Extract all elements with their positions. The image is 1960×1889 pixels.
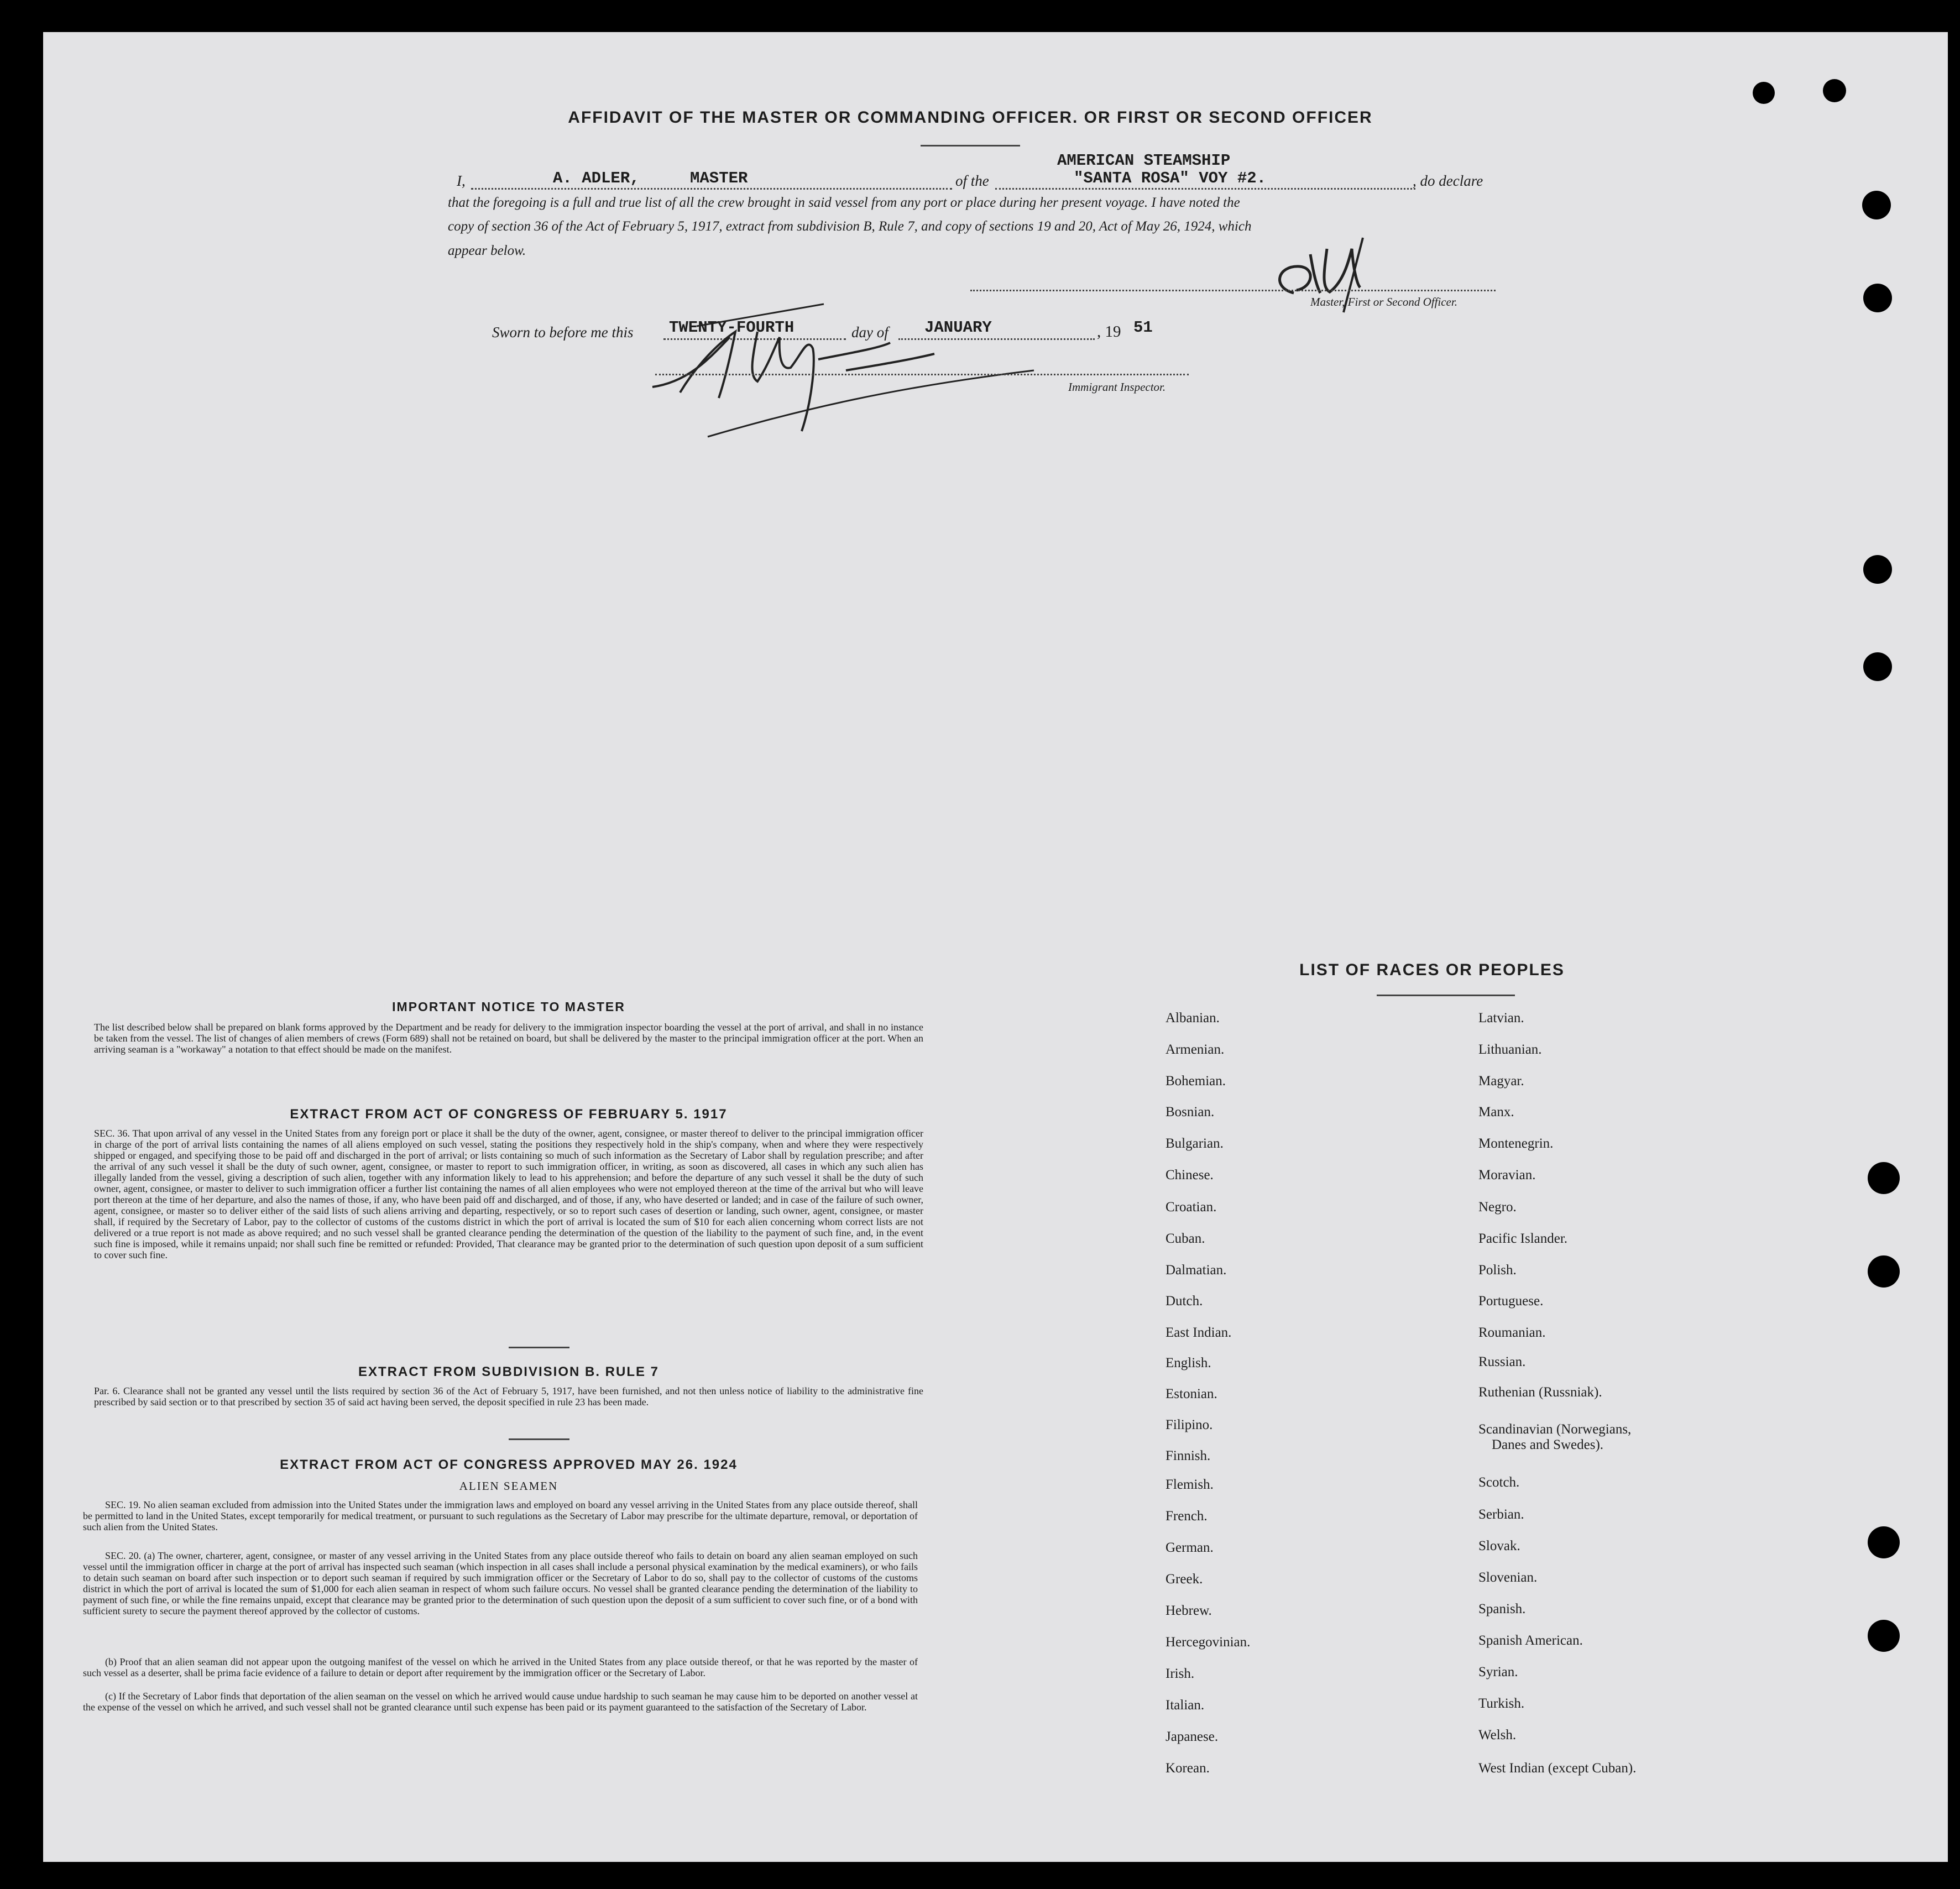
race-item: Filipino. [1165,1417,1213,1432]
extract-rule7-body: Par. 6. Clearance shall not be granted any vessel until the lists required by section 36 of the Act of February 5, 1917, have been furnished, and not then unless notice of liability to the administrative fine prescribed by said section or to that prescribed by section 35 of said act having been served, the deposit specified in rule 23 has been made. [94,1385,923,1407]
punch-hole [1863,555,1892,584]
race-item: Serbian. [1478,1507,1524,1522]
race-item: Bulgarian. [1165,1136,1224,1151]
notice-body: The list described below shall be prepared on blank forms approved by the Department and be ready for delivery to the immigration inspector boarding the vessel at the port of arrival, and shall in no instance be taken from the vessel. The list of changes of alien members of crews (Form 689) shall not be retained on board, but shall be delivered by the master to the principal immigration officer at the port. When an arriving seaman is a "workaway" a notation to that effect should be made on the manifest. [94,1022,923,1055]
race-item: Montenegrin. [1478,1136,1554,1151]
declaration-line-1: that the foregoing is a full and true list of all the crew brought in said vessel from any port or place during her present voyage. I have noted the [448,195,1240,210]
race-item: Scandinavian (Norwegians, [1478,1422,1632,1437]
sworn-day: TWENTY-FOURTH [669,318,795,337]
extract-1924-sec20c: (c) If the Secretary of Labor finds that deportation of the alien seaman on the vessel on which he arrived would cause undue hardship to such seaman he may cause him to be deported on another vessel at the expense of the vessel on which he arrived, and such vessel shall not be granted clearance until such expense has been paid or its payment guaranteed to the satisfaction of the Secretary of Labor. [83,1691,918,1713]
race-item: Japanese. [1165,1729,1219,1744]
extract-1924-sec19: SEC. 19. No alien seaman excluded from admission into the United States under the immigration laws and employed on board any vessel arriving in the United States from any place outside thereof, shall be permitted to land in the United States, except temporarily for medical treatment, or pursuant to such regulations as the Secretary of Labor may prescribe for the ultimate departure, removal, or deportation of such alien from the United States. [83,1499,918,1532]
punch-hole [1868,1162,1900,1194]
notice-title: IMPORTANT NOTICE TO MASTER [392,1000,625,1014]
race-item: Russian. [1478,1354,1526,1369]
section-rule [509,1347,569,1348]
race-item: Finnish. [1165,1448,1211,1463]
extract-1917-title: EXTRACT FROM ACT OF CONGRESS OF FEBRUARY 5. 1917 [290,1107,728,1122]
race-item: Cuban. [1165,1231,1205,1246]
race-item: Slovenian. [1478,1570,1538,1585]
race-item: Pacific Islander. [1478,1231,1568,1246]
i-label: I, [457,172,466,189]
sworn-year: 51 [1133,318,1153,337]
race-item: Chinese. [1165,1168,1214,1182]
race-item: Flemish. [1165,1477,1214,1492]
year-prefix: , 19 [1097,323,1121,341]
race-item: Armenian. [1165,1042,1225,1057]
race-item: Bosnian. [1165,1105,1215,1119]
punch-hole [1868,1526,1900,1558]
affidavit-title: AFFIDAVIT OF THE MASTER OR COMMANDING OFFICER. OR FIRST OR SECOND OFFICER [568,108,1373,127]
section-rule [509,1438,569,1440]
race-item: English. [1165,1356,1211,1370]
race-item: French. [1165,1509,1208,1524]
race-item: Latvian. [1478,1011,1524,1025]
race-item: Bohemian. [1165,1074,1226,1089]
master-name: A. ADLER, [553,169,640,187]
races-title-rule [1377,995,1515,996]
race-item: Ruthenian (Russniak). [1478,1385,1602,1400]
vessel-line-1: AMERICAN STEAMSHIP [1057,151,1231,170]
race-item: West Indian (except Cuban). [1478,1761,1637,1776]
extract-rule7-title: EXTRACT FROM SUBDIVISION B. RULE 7 [358,1364,660,1379]
punch-hole [1868,1620,1900,1652]
race-item: Estonian. [1165,1386,1217,1401]
punch-hole [1863,284,1892,312]
race-item: Slovak. [1478,1539,1520,1553]
race-item: East Indian. [1165,1325,1232,1340]
name-line [471,188,952,190]
race-item: Spanish. [1478,1602,1526,1616]
do-declare-label: , do declare [1413,172,1483,189]
race-item: Portuguese. [1478,1294,1544,1309]
race-item: Roumanian. [1478,1325,1546,1340]
race-item: Lithuanian. [1478,1042,1542,1057]
vessel-line [995,188,1415,190]
extract-1924-sec20a: SEC. 20. (a) The owner, charterer, agent, consignee, or master of any vessel arriving in the United States from any place outside thereof who fails to detain on board any alien seaman employed on such vessel until the immigration officer in charge at the port of arrival has inspected such seaman (which inspection in all cases shall include a personal physical examination by the medical examiners), or who fails to detain such seaman on board after such inspection or to deport such seaman if required by such immigration officer or the Secretary of Labor to do so, shall pay to the collector of customs of the customs district in which the port of arrival is located the sum of $1,000 for each alien seaman in respect of whom such failure occurs. No vessel shall be granted clearance pending the determination of the liability to payment of such fine, or while the fine remains unpaid, except that clearance may be granted prior to the determination of such question upon the deposit of a sum sufficient to cover such fine, or of a bond with sufficient surety to secure the payment thereof approved by the collector of customs. [83,1550,918,1616]
signer-caption: Master, First or Second Officer. [1310,295,1457,308]
race-item: Polish. [1478,1263,1517,1278]
race-item: Spanish American. [1478,1633,1583,1648]
race-item: German. [1165,1540,1214,1555]
race-item: Italian. [1165,1698,1205,1713]
declaration-line-2: copy of section 36 of the Act of February 5, 1917, extract from subdivision B, Rule 7, and copy of sections 19 and 20, Act of May 26, 1924, which [448,219,1252,234]
race-item: Irish. [1165,1666,1195,1681]
extract-1917-body: SEC. 36. That upon arrival of any vessel in the United States from any foreign port or place it shall be the duty of the owner, agent, consignee, or master thereof to deliver to the principal immigration officer in charge of the port of arrival lists containing the names of all aliens employed on such vessel, stating the positions they respectively hold in the ship's company, when and where they were respectively shipped or engaged, and specifying those to be paid off and discharged in the port of arrival; or lists containing so much of such information as the Secretary of Labor shall by regulation prescribe; and after the arrival of any such vessel it shall be the duty of such owner, agent, consignee, or master to report to such immigration officer, in writing, as soon as discovered, all cases in which any such alien has illegally landed from the vessel, giving a description of such alien, together with any information likely to lead to his apprehension; and before the departure of any such vessel it shall be the duty of such owner, agent, consignee, or master to deliver to such immigration officer a further list containing the names of all alien employees who were not employed thereon at the time of the arrival but who will leave port thereon at the time of her departure, and also the names of those, if any, who have been paid off and discharged, and of those, if any, who have deserted or landed; and in case of the failure of such owner, agent, consignee, or master so to deliver either of the said lists of such aliens arriving and departing, respectively, or so to report such cases of desertion or landing, such owner, agent, consignee, or master shall, if required by the Secretary of Labor, pay to the collector of customs of the customs district in which the port of arrival is located the sum of $10 for each alien concerning whom correct lists are not delivered or a true report is not made as above required; and no such vessel shall be granted clearance pending the determination of the question of the liability to the payment of such fine, and, in the event such fine is imposed, while it remains unpaid; nor shall such fine be remitted or refunded: Provided, That clearance may be granted prior to the determination of such question upon deposit of a sum sufficient to cover such fine. [94,1128,923,1260]
inspector-line [655,374,1189,375]
vessel-name: "SANTA ROSA" VOY #2. [1074,169,1267,187]
day-of-label: day of [851,324,888,341]
declaration-line-3: appear below. [448,243,526,258]
extract-1924-sec20b: (b) Proof that an alien seaman did not appear upon the outgoing manifest of the vessel on which he arrived in the United States from any place outside thereof, or that he was reported by the master of such vessel as a deserter, shall be prima facie evidence of a failure to detain or deport after requirement by the immigration officer or the Secretary of Labor. [83,1656,918,1678]
punch-hole [1863,652,1892,681]
master-rank: MASTER [690,169,748,187]
race-item: Welsh. [1478,1728,1517,1743]
sworn-month: JANUARY [924,318,992,337]
race-item: Croatian. [1165,1200,1217,1215]
race-item: Negro. [1478,1200,1517,1215]
title-rule [921,145,1020,146]
race-item: Hebrew. [1165,1603,1212,1618]
race-item: Manx. [1478,1105,1514,1119]
race-item: Dutch. [1165,1294,1203,1309]
race-item: Magyar. [1478,1074,1524,1089]
race-item: Dalmatian. [1165,1263,1227,1278]
extract-1924-subtitle: ALIEN SEAMEN [459,1479,558,1493]
race-item: Moravian. [1478,1168,1536,1182]
signature-line [970,290,1496,291]
race-item: Korean. [1165,1761,1210,1776]
race-item: Hercegovinian. [1165,1635,1251,1650]
sworn-prefix: Sworn to before me this [492,324,634,341]
punch-hole [1753,82,1775,104]
races-title: LIST OF RACES OR PEOPLES [1299,961,1565,979]
race-item: Albanian. [1165,1011,1220,1025]
inspector-caption: Immigrant Inspector. [1068,380,1166,394]
extract-1924-title: EXTRACT FROM ACT OF CONGRESS APPROVED MAY 26. 1924 [280,1457,738,1472]
race-item: Danes and Swedes). [1492,1437,1604,1452]
race-item: Turkish. [1478,1696,1525,1711]
race-item: Scotch. [1478,1475,1520,1490]
race-item: Greek. [1165,1572,1203,1587]
punch-hole [1868,1255,1900,1288]
punch-hole [1862,191,1891,219]
inspector-signature [647,299,1045,442]
of-the-label: of the [955,172,989,189]
race-item: Syrian. [1478,1665,1518,1679]
punch-hole [1823,79,1846,102]
